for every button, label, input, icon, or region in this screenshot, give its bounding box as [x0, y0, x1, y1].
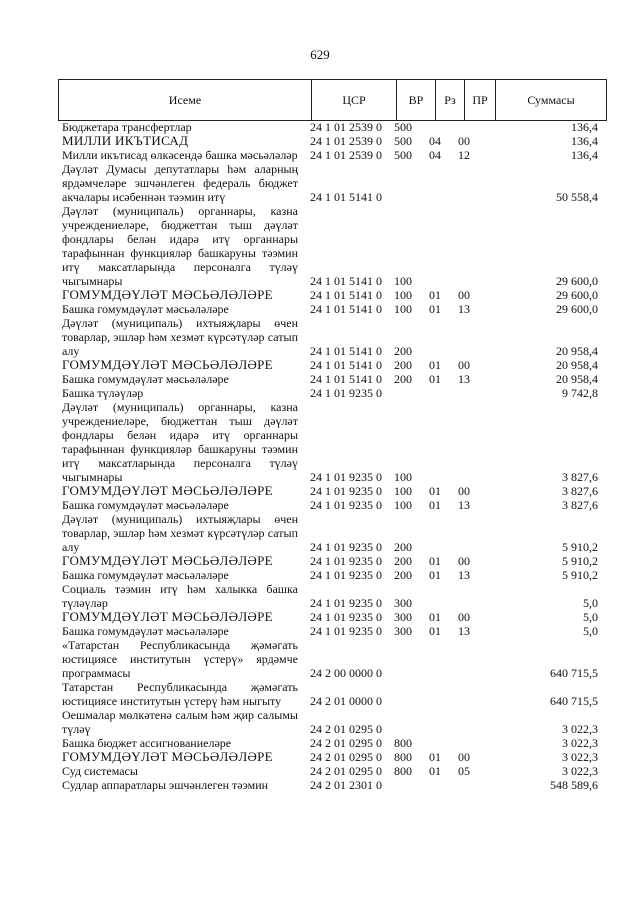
cell-name: Башка гомумдәүләт мәсьәләләре — [62, 568, 229, 582]
cell-vr: 500 — [394, 120, 412, 134]
cell-rz: 01 — [429, 750, 441, 764]
cell-sum: 640 715,5 — [550, 694, 598, 708]
cell-pr: 13 — [458, 568, 470, 582]
cell-pr — [451, 316, 482, 358]
cell-csr: 24 2 01 0295 0 — [310, 764, 382, 778]
cell-vr: 800 — [394, 750, 412, 764]
cell-sum: 20 958,4 — [556, 344, 598, 358]
cell-csr: 24 2 00 0000 0 — [310, 666, 382, 680]
cell-name: «Татарстан Республикасында җәмәгать юстициясе институтын үстерү» ярдәмче программасы — [62, 638, 298, 680]
cell-csr: 24 2 01 0295 0 — [310, 736, 382, 750]
cell-rz — [423, 512, 451, 554]
header-pr: ПР — [465, 80, 496, 121]
cell-name: Дәүләт (муниципаль) органнары, казна учреждениеләре, бюджеттан тыш дәүләт фондлары белән идарә итү органнары тарафыннан функцияләр башкаруны тәэмин итү максатларында персоналга түләү чыгымнары — [62, 204, 298, 288]
cell-pr — [451, 512, 482, 554]
cell-sum: 29 600,0 — [556, 274, 598, 288]
cell-pr — [451, 736, 482, 750]
cell-pr — [451, 680, 482, 708]
cell-name: Дәүләт (муниципаль) органнары, казна учреждениеләре, бюджеттан тыш дәүләт фондлары белән идарә итү органнары тарафыннан функцияләр башкаруны тәэмин итү максатларында персоналга түләү чыгымнары — [62, 400, 298, 484]
table-row — [58, 120, 604, 134]
cell-vr: 300 — [394, 624, 412, 638]
cell-csr: 24 2 01 0295 0 — [310, 750, 382, 764]
cell-pr: 00 — [458, 288, 470, 302]
cell-sum: 5,0 — [583, 624, 598, 638]
cell-vr: 200 — [394, 372, 412, 386]
cell-sum: 548 589,6 — [550, 778, 598, 792]
cell-pr: 00 — [458, 610, 470, 624]
table-row — [58, 750, 604, 764]
cell-name: ГОМУМДӘҮЛӘТ МӘСЬӘЛӘЛӘРЕ — [62, 749, 273, 764]
cell-name: ГОМУМДӘҮЛӘТ МӘСЬӘЛӘЛӘРЕ — [62, 553, 273, 568]
cell-csr: 24 1 01 5141 0 — [310, 190, 382, 204]
cell-vr: 100 — [394, 288, 412, 302]
cell-name: Судлар аппаратлары эшчәнлеген тәэмин — [62, 778, 269, 792]
cell-vr — [386, 708, 423, 736]
cell-sum: 136,4 — [571, 120, 598, 134]
cell-csr: 24 1 01 9235 0 — [310, 596, 382, 610]
table-header — [58, 79, 607, 121]
cell-pr: 13 — [458, 372, 470, 386]
cell-name: ГОМУМДӘҮЛӘТ МӘСЬӘЛӘЛӘРЕ — [62, 287, 273, 302]
cell-vr — [386, 638, 423, 680]
cell-rz: 01 — [429, 288, 441, 302]
cell-vr: 200 — [394, 540, 412, 554]
table-row — [58, 554, 604, 568]
cell-name: Татарстан Республикасында җәмәгать юстициясе институтын үстерү һәм ныгыту — [62, 680, 298, 708]
table-row — [58, 302, 604, 316]
cell-csr: 24 1 01 9235 0 — [310, 624, 382, 638]
cell-rz: 01 — [429, 372, 441, 386]
cell-pr: 00 — [458, 750, 470, 764]
cell-rz — [423, 778, 451, 792]
cell-sum: 5,0 — [583, 596, 598, 610]
header-rz: Рз — [436, 80, 465, 121]
table-row — [58, 708, 604, 736]
cell-rz — [423, 204, 451, 288]
cell-vr: 100 — [394, 274, 412, 288]
header-vr: ВР — [397, 80, 436, 121]
cell-sum: 20 958,4 — [556, 358, 598, 372]
cell-csr: 24 2 01 2301 0 — [310, 778, 382, 792]
cell-csr: 24 2 01 0000 0 — [310, 694, 382, 708]
cell-rz — [423, 708, 451, 736]
cell-csr: 24 1 01 2539 0 — [310, 148, 382, 162]
cell-csr: 24 1 01 5141 0 — [310, 302, 382, 316]
table-row — [58, 582, 604, 610]
cell-name: Башка бюджет ассигнованиеләре — [62, 736, 232, 750]
cell-vr — [386, 386, 423, 400]
cell-sum: 50 558,4 — [556, 190, 598, 204]
cell-rz: 01 — [429, 554, 441, 568]
cell-vr: 800 — [394, 736, 412, 750]
cell-rz: 01 — [429, 610, 441, 624]
table-row — [58, 358, 604, 372]
cell-vr: 200 — [394, 358, 412, 372]
cell-rz: 01 — [429, 498, 441, 512]
cell-pr — [451, 638, 482, 680]
cell-vr: 200 — [394, 568, 412, 582]
cell-rz: 01 — [429, 624, 441, 638]
cell-csr: 24 1 01 9235 0 — [310, 568, 382, 582]
cell-rz: 01 — [429, 484, 441, 498]
cell-vr — [386, 680, 423, 708]
table-row — [58, 316, 604, 358]
cell-sum: 3 827,6 — [562, 498, 598, 512]
cell-vr: 200 — [394, 554, 412, 568]
cell-csr: 24 1 01 5141 0 — [310, 274, 382, 288]
table-row — [58, 498, 604, 512]
cell-rz: 04 — [429, 148, 441, 162]
cell-rz: 01 — [429, 764, 441, 778]
cell-sum: 20 958,4 — [556, 372, 598, 386]
cell-pr — [451, 400, 482, 484]
cell-rz — [423, 120, 451, 134]
cell-rz: 04 — [429, 134, 441, 148]
table-row — [58, 680, 604, 708]
cell-pr: 13 — [458, 498, 470, 512]
cell-sum: 3 022,3 — [562, 764, 598, 778]
cell-sum: 640 715,5 — [550, 666, 598, 680]
table-row — [58, 610, 604, 624]
cell-name: Дәүләт (муниципаль) ихтыяҗлары өчен товарлар, эшләр һәм хезмәт күрсәтүләр сатып алу — [62, 316, 298, 358]
cell-vr: 100 — [394, 498, 412, 512]
cell-sum: 3 827,6 — [562, 484, 598, 498]
header-name: Исеме — [59, 80, 312, 121]
table-row — [58, 162, 604, 204]
cell-rz — [423, 386, 451, 400]
cell-pr — [451, 162, 482, 204]
cell-sum: 5,0 — [583, 610, 598, 624]
cell-pr — [451, 582, 482, 610]
page-number: 629 — [310, 47, 330, 62]
cell-csr: 24 1 01 9235 0 — [310, 554, 382, 568]
cell-sum: 3 022,3 — [562, 736, 598, 750]
cell-pr: 13 — [458, 302, 470, 316]
cell-vr: 300 — [394, 610, 412, 624]
table-row — [58, 400, 604, 484]
cell-name: Башка гомумдәүләт мәсьәләләре — [62, 498, 229, 512]
cell-sum: 5 910,2 — [562, 554, 598, 568]
cell-pr: 00 — [458, 484, 470, 498]
cell-csr: 24 1 01 2539 0 — [310, 120, 382, 134]
cell-pr — [451, 778, 482, 792]
table-row — [58, 134, 604, 148]
cell-name: Бюджетара трансфертлар — [62, 120, 192, 134]
table-row — [58, 512, 604, 554]
table-row — [58, 204, 604, 288]
cell-csr: 24 1 01 9235 0 — [310, 470, 382, 484]
cell-sum: 29 600,0 — [556, 302, 598, 316]
cell-name: ГОМУМДӘҮЛӘТ МӘСЬӘЛӘЛӘРЕ — [62, 609, 273, 624]
cell-name: Социаль тәэмин итү һәм халыкка башка түләүләр — [62, 582, 298, 610]
cell-sum: 29 600,0 — [556, 288, 598, 302]
cell-rz: 01 — [429, 358, 441, 372]
cell-pr: 00 — [458, 554, 470, 568]
cell-csr: 24 1 01 5141 0 — [310, 372, 382, 386]
cell-csr: 24 1 01 9235 0 — [310, 610, 382, 624]
cell-vr: 100 — [394, 302, 412, 316]
cell-sum: 3 022,3 — [562, 750, 598, 764]
cell-name: ГОМУМДӘҮЛӘТ МӘСЬӘЛӘЛӘРЕ — [62, 357, 273, 372]
table-row — [58, 148, 604, 162]
cell-vr: 500 — [394, 134, 412, 148]
header-sum: Суммасы — [496, 80, 607, 121]
cell-pr — [451, 204, 482, 288]
cell-vr: 100 — [394, 470, 412, 484]
cell-name: Башка түләүләр — [62, 386, 144, 400]
cell-rz — [423, 582, 451, 610]
cell-sum: 136,4 — [571, 148, 598, 162]
table-row — [58, 624, 604, 638]
cell-pr: 00 — [458, 134, 470, 148]
cell-sum: 5 910,2 — [562, 568, 598, 582]
header-csr: ЦСР — [312, 80, 397, 121]
cell-csr: 24 1 01 9235 0 — [310, 484, 382, 498]
cell-rz — [423, 400, 451, 484]
table-row — [58, 372, 604, 386]
table-row — [58, 764, 604, 778]
cell-vr: 800 — [394, 764, 412, 778]
cell-name: Оешмалар мөлкәтенә салым һәм җир салымы түләү — [62, 708, 298, 736]
cell-vr — [386, 778, 423, 792]
cell-csr: 24 1 01 5141 0 — [310, 288, 382, 302]
cell-rz — [423, 638, 451, 680]
cell-sum: 3 827,6 — [562, 470, 598, 484]
cell-name: Башка гомумдәүләт мәсьәләләре — [62, 372, 229, 386]
table-row — [58, 386, 604, 400]
table-row — [58, 778, 604, 792]
cell-name: МИЛЛИ ИКЪТИСАД — [62, 133, 189, 148]
cell-name: Суд системасы — [62, 764, 138, 778]
cell-pr — [451, 708, 482, 736]
cell-pr — [451, 120, 482, 134]
cell-vr: 300 — [394, 596, 412, 610]
cell-vr: 200 — [394, 344, 412, 358]
cell-vr — [386, 162, 423, 204]
cell-rz: 01 — [429, 302, 441, 316]
cell-sum: 136,4 — [571, 134, 598, 148]
table-row — [58, 638, 604, 680]
cell-sum: 5 910,2 — [562, 540, 598, 554]
cell-vr: 500 — [394, 148, 412, 162]
cell-rz — [423, 736, 451, 750]
cell-csr: 24 1 01 5141 0 — [310, 358, 382, 372]
table-row — [58, 288, 604, 302]
cell-csr: 24 1 01 9235 0 — [310, 386, 382, 400]
cell-vr: 100 — [394, 484, 412, 498]
cell-name: ГОМУМДӘҮЛӘТ МӘСЬӘЛӘЛӘРЕ — [62, 483, 273, 498]
cell-name: Милли икътисад өлкәсендә башка мәсьәләләр — [62, 148, 298, 162]
cell-rz — [423, 680, 451, 708]
cell-csr: 24 1 01 9235 0 — [310, 498, 382, 512]
cell-pr: 00 — [458, 358, 470, 372]
cell-name: Башка гомумдәүләт мәсьәләләре — [62, 302, 229, 316]
cell-pr — [451, 386, 482, 400]
table-row — [58, 736, 604, 750]
cell-csr: 24 1 01 5141 0 — [310, 344, 382, 358]
cell-csr: 24 1 01 9235 0 — [310, 540, 382, 554]
cell-name: Дәүләт Думасы депутатлары һәм аларның ярдәмчеләре эшчәнлеген федераль бюджет акчалары исәбеннән тәэмин итү — [62, 162, 298, 204]
cell-name: Башка гомумдәүләт мәсьәләләре — [62, 624, 229, 638]
cell-sum: 9 742,8 — [562, 386, 598, 400]
budget-table-body — [58, 120, 604, 792]
cell-pr: 12 — [458, 148, 470, 162]
cell-csr: 24 1 01 2539 0 — [310, 134, 382, 148]
cell-sum: 3 022,3 — [562, 722, 598, 736]
table-row — [58, 568, 604, 582]
cell-rz — [423, 162, 451, 204]
cell-pr: 13 — [458, 624, 470, 638]
cell-pr: 05 — [458, 764, 470, 778]
cell-csr: 24 2 01 0295 0 — [310, 722, 382, 736]
cell-name: Дәүләт (муниципаль) ихтыяҗлары өчен товарлар, эшләр һәм хезмәт күрсәтүләр сатып алу — [62, 512, 298, 554]
table-row — [58, 484, 604, 498]
cell-rz — [423, 316, 451, 358]
cell-rz: 01 — [429, 568, 441, 582]
